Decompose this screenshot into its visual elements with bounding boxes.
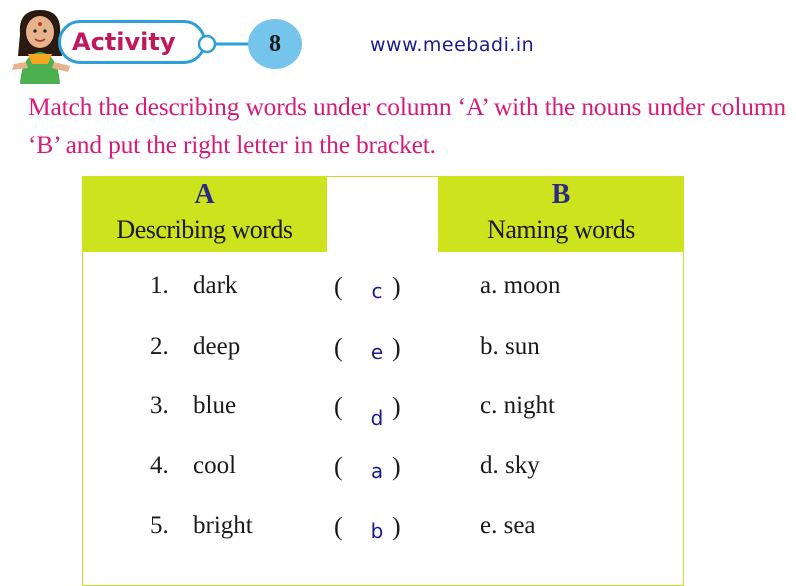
- answer-letter: e: [370, 340, 384, 364]
- row-number: 5.: [150, 512, 169, 539]
- column-a-letter: A: [194, 179, 215, 210]
- open-bracket: (: [334, 333, 343, 362]
- describing-word: blue: [193, 392, 237, 419]
- open-bracket: (: [334, 392, 343, 421]
- activity-number: 8: [269, 30, 281, 57]
- answer-letter: a: [370, 459, 384, 483]
- describing-word: bright: [193, 512, 253, 539]
- table-row: [0, 390, 796, 430]
- table-row: [0, 330, 796, 370]
- close-bracket: ): [392, 512, 401, 541]
- naming-word: e. sea: [480, 512, 536, 539]
- answer-letter: b: [370, 519, 384, 543]
- open-bracket: (: [334, 452, 343, 481]
- open-bracket: (: [334, 272, 343, 301]
- row-number: 4.: [150, 452, 169, 479]
- website-url: www.meebadi.in: [370, 34, 535, 56]
- row-number: 3.: [150, 392, 169, 419]
- column-b-letter: B: [551, 179, 571, 210]
- column-b-title: Naming words: [487, 215, 635, 244]
- naming-word: c. night: [480, 392, 555, 419]
- close-bracket: ): [392, 333, 401, 362]
- column-b-header: [438, 176, 684, 252]
- row-number: 2.: [150, 333, 169, 360]
- activity-label: Activity: [72, 28, 176, 56]
- activity-number-badge: [248, 19, 302, 69]
- table-row: [0, 450, 796, 490]
- naming-word: d. sky: [480, 452, 540, 479]
- table-row: [0, 510, 796, 550]
- table-row: [0, 270, 796, 310]
- describing-word: dark: [193, 272, 238, 299]
- connector-line: [196, 28, 256, 60]
- close-bracket: ): [392, 452, 401, 481]
- describing-word: cool: [193, 452, 237, 479]
- column-a-title: Describing words: [116, 215, 293, 244]
- describing-word: deep: [193, 333, 241, 360]
- answer-letter: c: [371, 279, 383, 303]
- answer-letter: d: [370, 406, 384, 430]
- activity-header: [0, 0, 796, 88]
- column-a-header: [82, 176, 327, 252]
- naming-word: a. moon: [480, 272, 561, 299]
- naming-word: b. sun: [480, 333, 540, 360]
- open-bracket: (: [334, 512, 343, 541]
- close-bracket: ): [392, 392, 401, 421]
- instruction-text: Match the describing words under column ‘A’ with the nouns under column ‘B’ and put the right letter in the bracket.: [28, 92, 786, 159]
- close-bracket: ): [392, 272, 401, 301]
- row-number: 1.: [150, 272, 169, 299]
